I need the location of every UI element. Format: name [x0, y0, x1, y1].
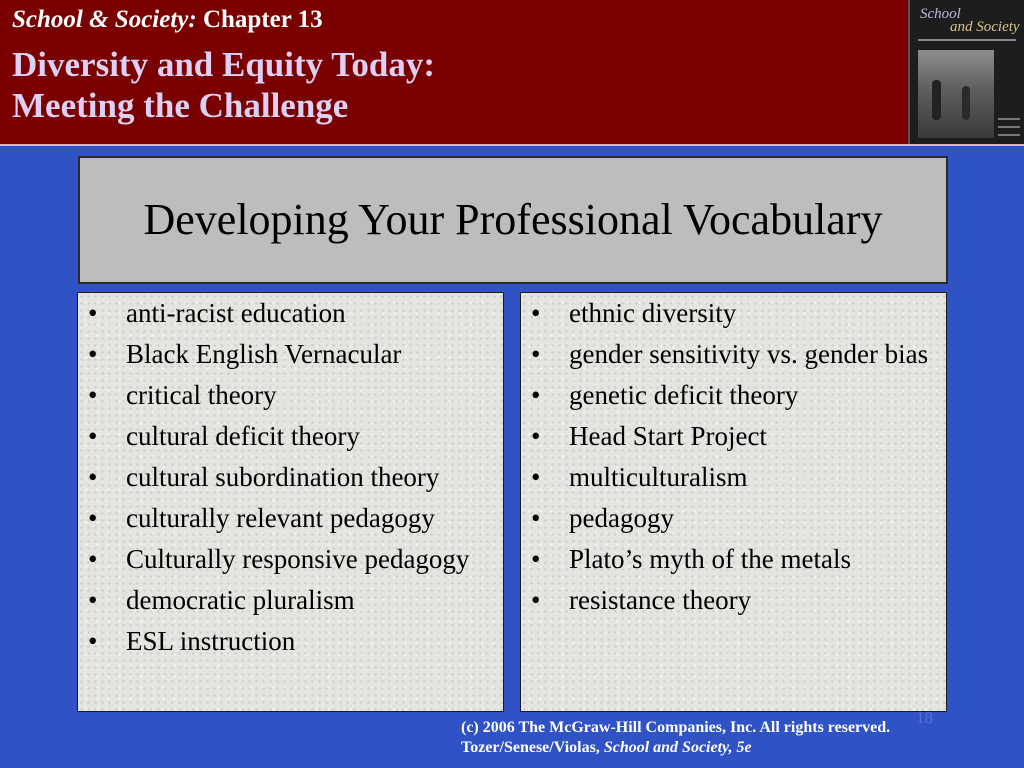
cover-author-line: [998, 134, 1020, 136]
left-term-panel: [77, 292, 504, 712]
list-item: • multiculturalism: [521, 461, 946, 494]
list-item: • gender sensitivity vs. gender bias: [521, 338, 946, 371]
header-banner: [0, 0, 1024, 146]
list-item: • cultural deficit theory: [78, 420, 503, 453]
list-item: • genetic deficit theory: [521, 379, 946, 412]
list-item: • critical theory: [78, 379, 503, 412]
cover-photo: [918, 50, 994, 138]
book-cover-image: [908, 0, 1024, 144]
cover-title-part2: and Society: [950, 19, 1020, 35]
copyright-line2: [461, 738, 890, 758]
chapter-title: [12, 44, 435, 126]
list-item: • cultural subordination theory: [78, 461, 503, 494]
chapter-label: Chapter 13: [202, 6, 323, 33]
list-item: • culturally relevant pedagogy: [78, 502, 503, 535]
right-term-list: [521, 293, 946, 617]
list-item: • Black English Vernacular: [78, 338, 503, 371]
list-item: • Plato’s myth of the metals: [521, 543, 946, 576]
authors-label: Tozer/Senese/Violas,: [461, 739, 604, 756]
list-item: • Culturally responsive pedagogy: [78, 543, 503, 576]
list-item: • ESL instruction: [78, 625, 503, 658]
list-item: • Head Start Project: [521, 420, 946, 453]
list-item: • pedagogy: [521, 502, 946, 535]
chapter-title-line1: Diversity and Equity Today:: [12, 45, 436, 84]
slide-title-box: [78, 156, 948, 284]
chapter-title-line2: Meeting the Challenge: [12, 86, 349, 125]
list-item: • resistance theory: [521, 584, 946, 617]
cover-subtitle-rule: [918, 39, 1016, 41]
cover-author-line: [998, 126, 1020, 128]
list-item: • democratic pluralism: [78, 584, 503, 617]
cover-author-line: [998, 118, 1020, 120]
cover-title-part1: School: [920, 6, 961, 22]
right-term-panel: [520, 292, 947, 712]
book-title-label: School and Society, 5e: [603, 739, 752, 756]
copyright-notice: [461, 718, 890, 758]
list-item: • ethnic diversity: [521, 297, 946, 330]
left-term-list: [78, 293, 503, 658]
slide-title: Developing Your Professional Vocabulary: [143, 195, 883, 244]
page-number: 18: [916, 708, 933, 727]
chapter-heading: [12, 6, 323, 34]
list-item: • anti-racist education: [78, 297, 503, 330]
series-title: School & Society:: [12, 6, 197, 33]
copyright-line1: (c) 2006 The McGraw-Hill Companies, Inc. All rights reserved.: [461, 719, 891, 736]
